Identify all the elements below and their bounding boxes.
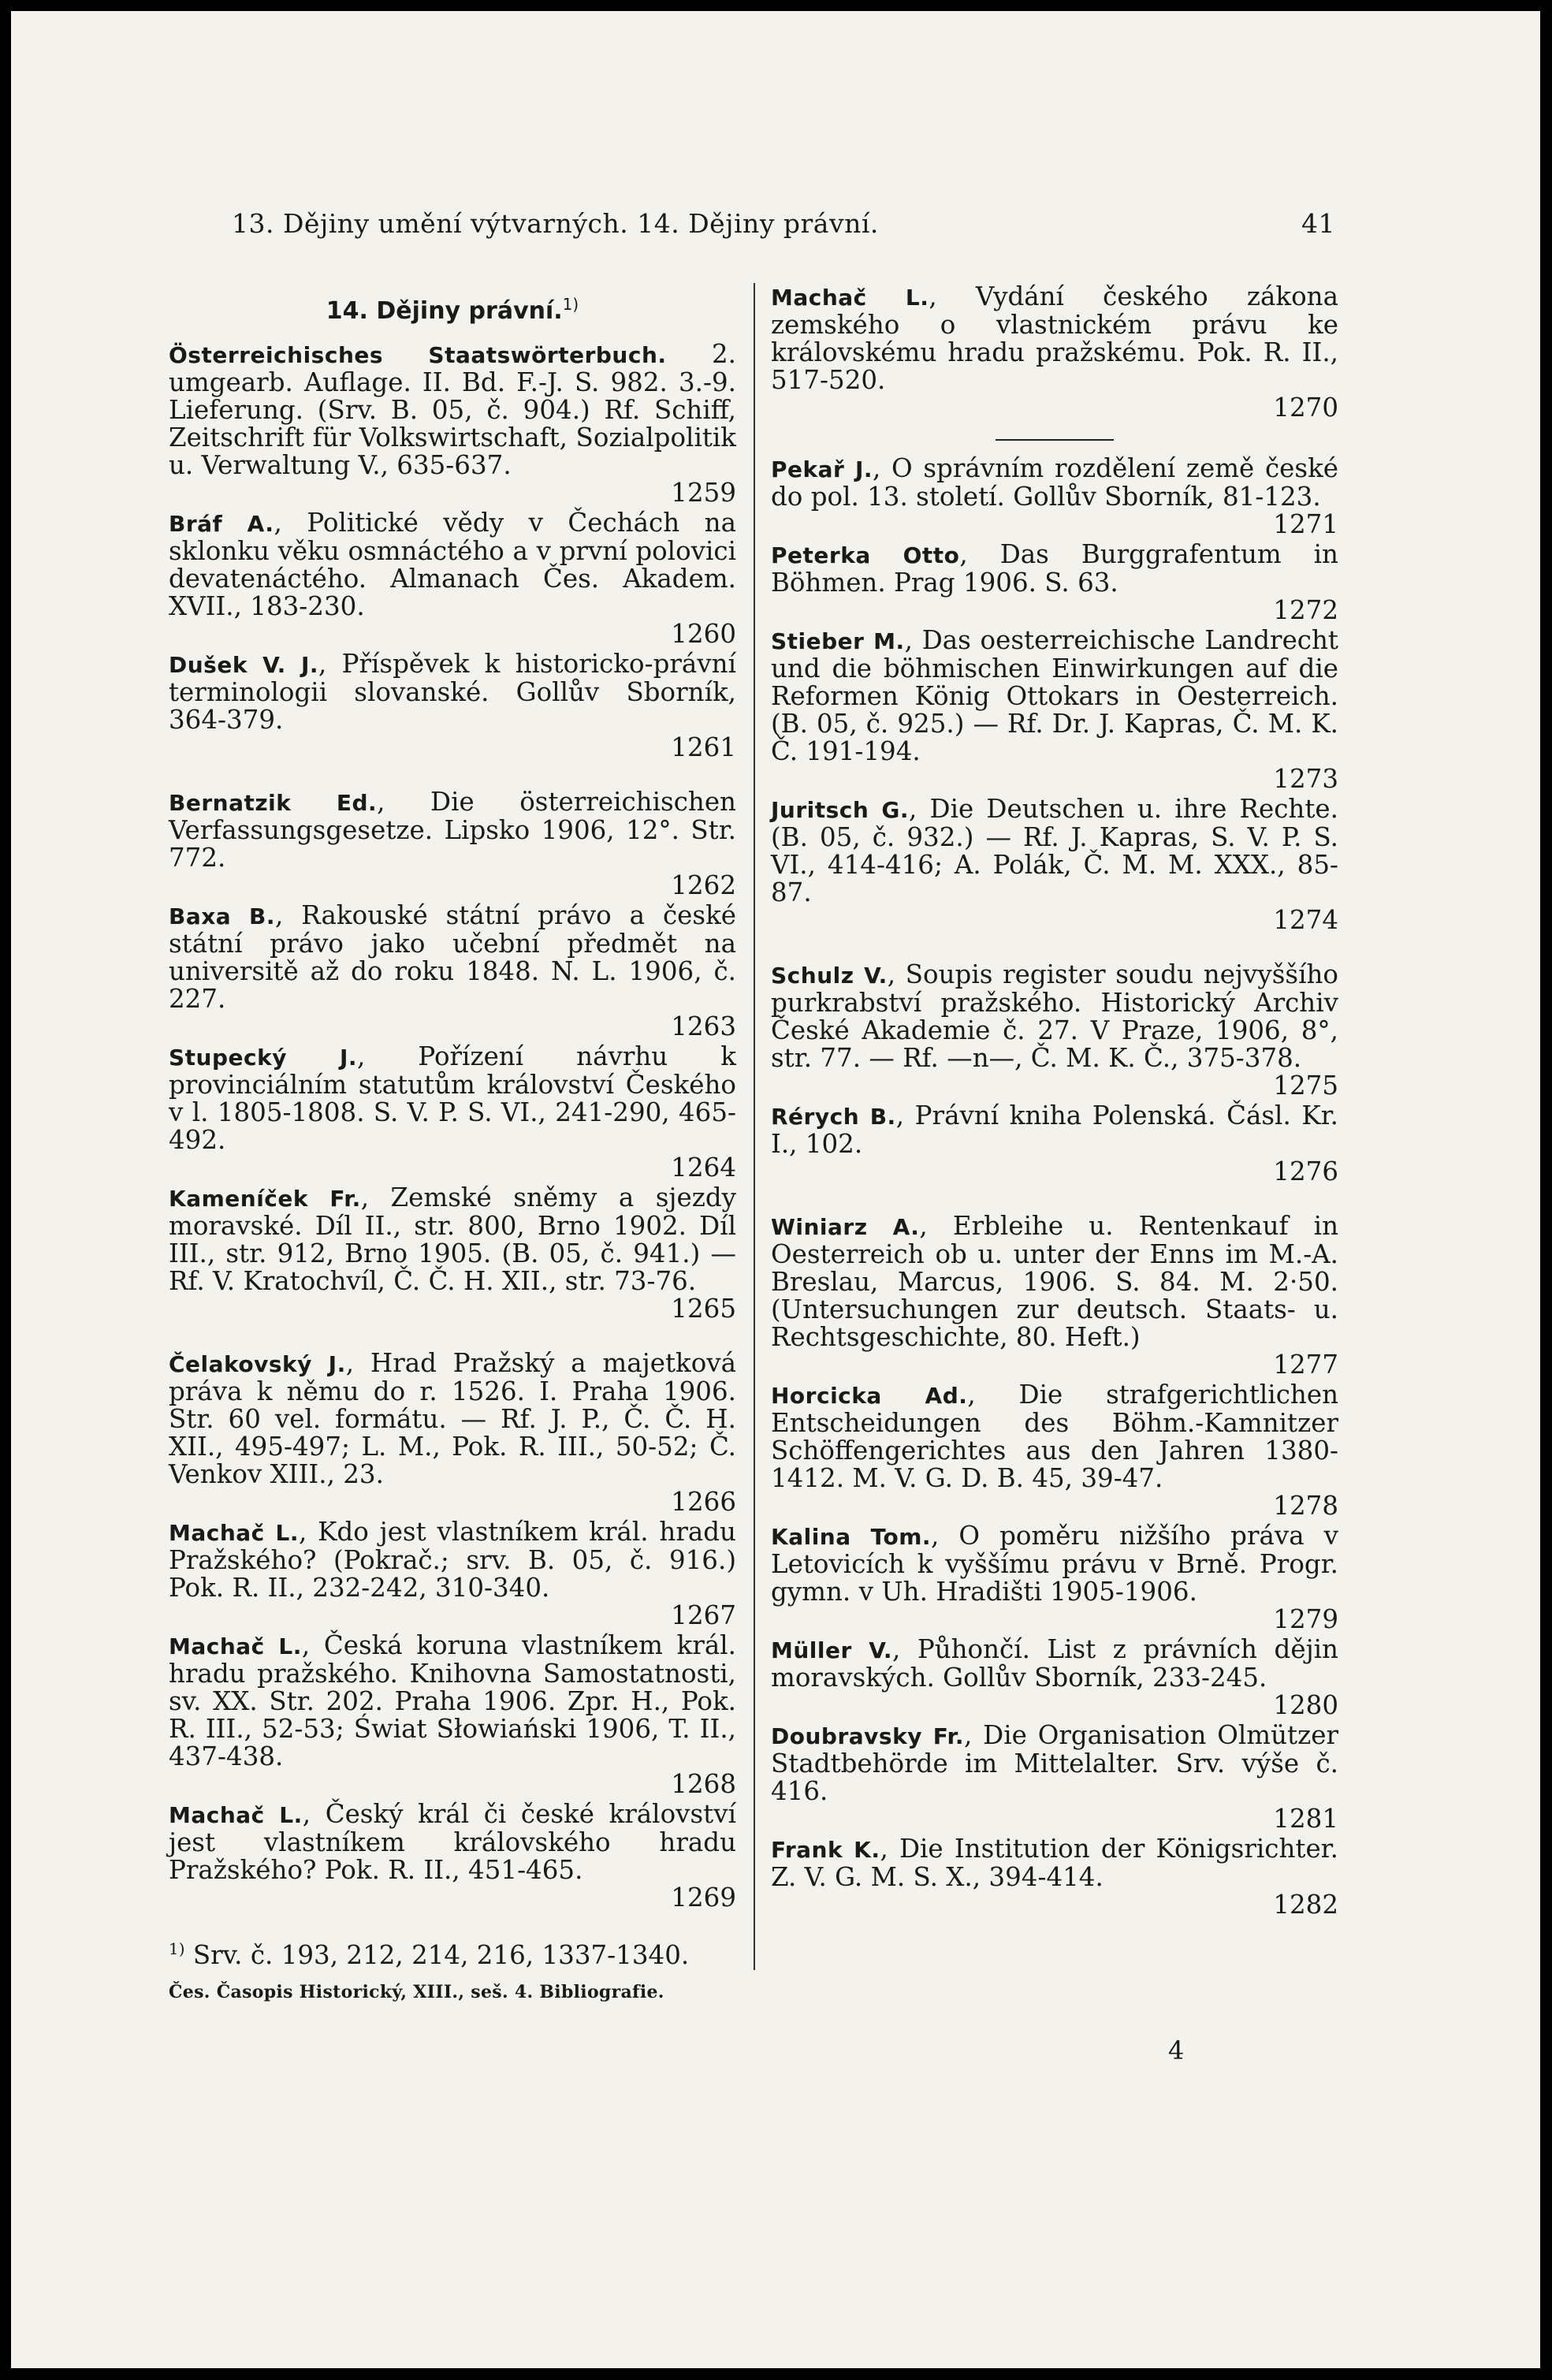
entry-author: Machač L.: [169, 1633, 302, 1659]
entry-number: 1281: [1273, 1804, 1338, 1834]
bibliography-entry: [771, 1835, 1338, 1919]
entry-author: Kalina Tom.: [771, 1524, 932, 1550]
entry-author: Juritsch G.: [771, 797, 910, 823]
footnote: [169, 1935, 736, 1969]
signature-mark: 4: [1168, 2035, 1185, 2065]
left-column: [169, 283, 736, 2006]
entry-text: , Český král či české království jest vlastníkem královského hradu Pražského? Pok. R. II., 451-465.: [169, 1799, 736, 1885]
right-entry-list: [771, 283, 1338, 1919]
bibliography-entry: [771, 1522, 1338, 1633]
entry-number: 1267: [671, 1600, 736, 1630]
entry-text: , Politické vědy v Čechách na sklonku věku osmnáctého a v první polovici devatenáctého. Almanach Čes. Akadem. XVII., 183-230.: [169, 508, 736, 621]
bibliography-entry: [169, 1632, 736, 1798]
entry-text: , Příspěvek k historicko-právní terminologii slovanské. Gollův Sborník, 364-379.: [169, 649, 736, 735]
section-title-text: 14. Dějiny právní.: [326, 297, 563, 325]
entry-text: , Die Organisation Olmützer Stadtbehörde im Mittelalter. Srv. výše č. 416.: [771, 1720, 1338, 1806]
bibliography-entry: [771, 1636, 1338, 1719]
entry-number: 1279: [1273, 1604, 1338, 1634]
entry-text: , Die strafgerichtlichen Entscheidungen des Böhm.-Kamnitzer Schöffengerichtes aus den Jahren 1380-1412. M. V. G. D. B. 45, 39-47.: [771, 1380, 1338, 1493]
entry-author: Winiarz A.: [771, 1214, 920, 1240]
entry-number: 1260: [671, 619, 736, 649]
entry-number: 1269: [671, 1883, 736, 1913]
bibliography-entry: [771, 1722, 1338, 1833]
bibliography-entry: [771, 1381, 1338, 1520]
entry-text: , Půhončí. List z právních dějin moravských. Gollův Sborník, 233-245.: [771, 1634, 1338, 1693]
entry-number: 1264: [671, 1153, 736, 1183]
entry-number: 1275: [1273, 1071, 1338, 1101]
entry-author: Dušek V. J.: [169, 652, 319, 678]
entry-author: Bernatzik Ed.: [169, 790, 378, 816]
entry-number: 1274: [1273, 905, 1338, 935]
bibliography-entry: [169, 1184, 736, 1323]
entry-number: 1277: [1273, 1350, 1338, 1380]
entry-text: , Česká koruna vlastníkem král. hradu pražského. Knihovna Samostatnosti, sv. XX. Str. 202. Praha 1906. Zpr. H., Pok. R. III., 52-53; Świat Słowiański 1906, T. II., 437-438.: [169, 1630, 736, 1771]
entry-number: 1282: [1273, 1890, 1338, 1920]
bibliography-entry: [169, 650, 736, 762]
bibliography-entry: [771, 455, 1338, 538]
entry-author: Machač L.: [771, 285, 929, 311]
entry-number: 1263: [671, 1011, 736, 1041]
entry-text: , O správním rozdělení země české do pol. 13. století. Gollův Sborník, 81-123.: [771, 453, 1338, 512]
entry-author: Doubravsky Fr.: [771, 1723, 964, 1749]
footnote-text: Srv. č. 193, 212, 214, 216, 1337-1340.: [184, 1939, 690, 1970]
entry-text: , Zemské sněmy a sjezdy moravské. Díl II., str. 800, Brno 1902. Díl III., str. 912, Brno 1905. (B. 05, č. 941.) — Rf. V. Kratochvíl, Č. Č. H. XII., str. 73-76.: [169, 1183, 736, 1296]
left-entry-list: [169, 341, 736, 1912]
entry-number: 1276: [1273, 1156, 1338, 1186]
entry-author: Kameníček Fr.: [169, 1186, 361, 1212]
entry-text: 2. umgearb. Auflage. II. Bd. F.-J. S. 982. 3.-9. Lieferung. (Srv. B. 05, č. 904.) Rf. Schiff, Zeitschrift für Volkswirtschaft, Sozialpolitik u. Verwaltung V., 635-637.: [169, 339, 736, 480]
entry-text: , Die Institution der Königsrichter. Z. V. G. M. S. X., 394-414.: [771, 1834, 1338, 1892]
entry-author: Österreichisches Staatswörterbuch.: [169, 342, 667, 368]
bibliography-entry: [169, 1043, 736, 1182]
entry-number: 1271: [1273, 509, 1338, 539]
bibliography-entry: [771, 795, 1338, 934]
section-title: [169, 291, 736, 325]
bibliography-entry: [169, 1350, 736, 1516]
entry-text: , Hrad Pražský a majetková práva k němu do r. 1526. I. Praha 1906. Str. 60 vel. formátu. — Rf. J. P., Č. Č. H. XII., 495-497; L. M., Pok. R. III., 50-52; Č. Venkov XIII., 23.: [169, 1348, 736, 1489]
entry-author: Baxa B.: [169, 903, 276, 929]
entry-text: , Erbleihe u. Rentenkauf in Oesterreich ob u. unter der Enns im M.-A. Breslau, Marcus, 1906. S. 84. M. 2·50. (Untersuchungen zur deutsch. Staats- u. Rechtsgeschichte, 80. Heft.): [771, 1211, 1339, 1352]
running-title: 13. Dějiny umění výtvarných. 14. Dějiny právní.: [232, 208, 879, 239]
entry-text: , O poměru nižšího práva v Letovicích k vyššímu právu v Brně. Progr. gymn. v Uh. Hradišti 1905-1906.: [771, 1521, 1339, 1607]
entry-text: , Pořízení návrhu k provinciálním statutům království Českého v l. 1805-1808. S. V. P. S. VI., 241-290, 465-492.: [169, 1041, 736, 1155]
entry-text: , Die österreichischen Verfassungsgesetze. Lipsko 1906, 12°. Str. 772.: [169, 787, 736, 873]
entry-number: 1272: [1273, 595, 1338, 625]
entry-number: 1262: [671, 870, 736, 900]
entry-number: 1259: [671, 478, 736, 508]
journal-info: Čes. Časopis Historický, XIII., seš. 4. Bibliografie.: [169, 1981, 664, 2002]
bibliography-entry: [771, 1102, 1338, 1186]
footnote-marker-ref: 1): [169, 1939, 185, 1958]
bibliography-entry: [169, 788, 736, 899]
entry-text: , Kdo jest vlastníkem král. hradu Pražského? (Pokrač.; srv. B. 05, č. 916.) Pok. R. II., 232-242, 310-340.: [169, 1517, 736, 1603]
entry-author: Čelakovský J.: [169, 1351, 346, 1377]
entry-author: Machač L.: [169, 1802, 303, 1828]
entry-number: 1273: [1273, 764, 1338, 794]
footnote-marker: 1): [562, 295, 579, 314]
entry-text: , Soupis register soudu nejvyššího purkrabství pražského. Historický Archiv České Akademie č. 27. V Praze, 1906, 8°, str. 77. — Rf. —n—, Č. M. K. Č., 375-378.: [771, 959, 1338, 1073]
bibliography-entry: [771, 1212, 1338, 1379]
entry-author: Rérych B.: [771, 1104, 896, 1130]
entry-author: Pekař J.: [771, 456, 873, 482]
entry-author: Peterka Otto: [771, 542, 960, 568]
entry-author: Stupecký J.: [169, 1045, 358, 1071]
entry-author: Horcicka Ad.: [771, 1383, 968, 1409]
entry-author: Machač L.: [169, 1520, 299, 1546]
entry-text: , Rakouské státní právo a české státní právo jako učební předmět na universitě až do roku 1848. N. L. 1906, č. 227.: [169, 900, 737, 1014]
entry-author: Stieber M.: [771, 628, 905, 654]
column-divider: [754, 283, 755, 1970]
page-number: 41: [1301, 208, 1335, 239]
entry-number: 1261: [671, 732, 736, 762]
entry-text: , Das oesterreichische Landrecht und die böhmischen Einwirkungen auf die Reformen König Ottokars in Oesterreich. (B. 05, č. 925.) — Rf. Dr. J. Kapras, Č. M. K. Č. 191-194.: [771, 625, 1338, 766]
bibliography-entry: [169, 341, 736, 507]
bibliography-entry: [771, 541, 1338, 624]
bibliography-entry: [169, 902, 736, 1041]
entry-author: Frank K.: [771, 1837, 880, 1863]
entry-text: , Das Burggrafentum in Böhmen. Prag 1906. S. 63.: [771, 539, 1338, 598]
bibliography-entry: [169, 1801, 736, 1912]
entry-text: , Vydání českého zákona zemského o vlastnickém právu ke královskému hradu pražskému. Pok. R. II., 517-520.: [771, 281, 1338, 395]
entry-number: 1270: [1273, 393, 1338, 423]
entry-number: 1278: [1273, 1491, 1338, 1521]
entry-author: Schulz V.: [771, 963, 888, 989]
entry-number: 1268: [671, 1769, 736, 1799]
entry-number: 1265: [671, 1294, 736, 1324]
bibliography-entry: [771, 961, 1338, 1100]
entry-text: , Právní kniha Polenská. Čásl. Kr. I., 102.: [771, 1101, 1338, 1159]
bibliography-entry: [169, 1518, 736, 1629]
right-column: [771, 283, 1338, 1921]
entry-text: , Die Deutschen u. ihre Rechte. (B. 05, č. 932.) — Rf. J. Kapras, S. V. P. S. VI., 414-416; A. Polák, Č. M. M. XXX., 85-87.: [771, 794, 1338, 907]
bibliography-entry: [771, 627, 1338, 793]
separator-rule: [996, 439, 1114, 441]
entry-number: 1280: [1273, 1690, 1338, 1720]
bibliography-entry: [169, 509, 736, 648]
entry-author: Müller V.: [771, 1637, 892, 1663]
entry-author: Bráf A.: [169, 511, 274, 537]
entry-number: 1266: [671, 1487, 736, 1517]
book-page: [11, 11, 1540, 2368]
bibliography-entry: [771, 283, 1338, 422]
